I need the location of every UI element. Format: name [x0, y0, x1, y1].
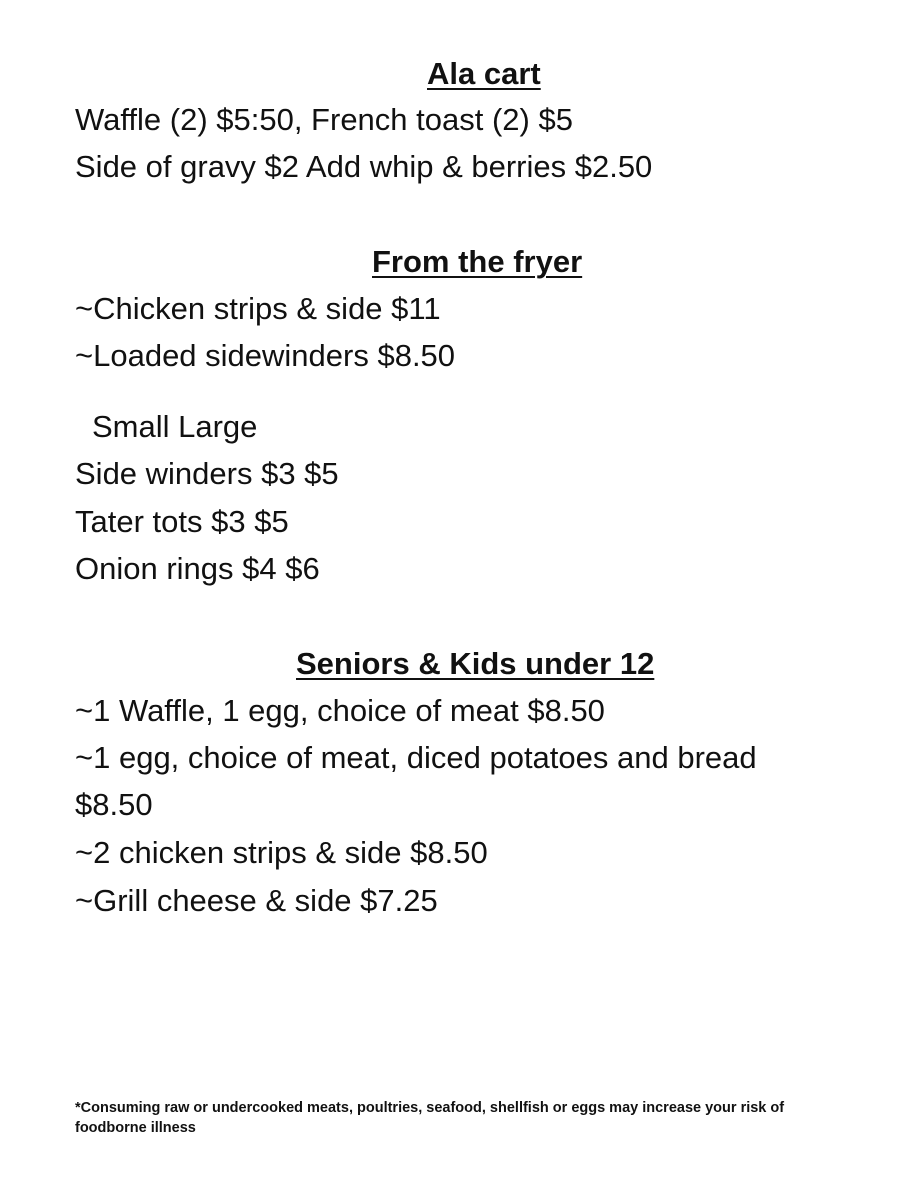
fryer-heading: From the fryer	[372, 244, 583, 279]
seniors-kids-line-5: ~Grill cheese & side $7.25	[75, 883, 438, 918]
ala-cart-heading: Ala cart	[427, 56, 541, 91]
ala-cart-line-1: Waffle (2) $5:50, French toast (2) $5	[75, 102, 573, 137]
side-item-side-winders: Side winders $3 $5	[75, 456, 339, 491]
food-safety-footnote: *Consuming raw or undercooked meats, poultries, seafood, shellfish or eggs may increase your risk of foodborne illness	[75, 1100, 785, 1136]
side-item-tater-tots: Tater tots $3 $5	[75, 504, 289, 539]
seniors-kids-line-3: $8.50	[75, 787, 153, 822]
seniors-kids-line-4: ~2 chicken strips & side $8.50	[75, 835, 488, 870]
seniors-kids-line-1: ~1 Waffle, 1 egg, choice of meat $8.50	[75, 693, 605, 728]
ala-cart-line-2: Side of gravy $2 Add whip & berries $2.50	[75, 149, 653, 184]
seniors-kids-heading: Seniors & Kids under 12	[296, 646, 655, 681]
side-item-onion-rings: Onion rings $4 $6	[75, 551, 320, 586]
fryer-line-1: ~Chicken strips & side $11	[75, 291, 441, 326]
seniors-kids-line-2: ~1 egg, choice of meat, diced potatoes and bread	[75, 740, 757, 775]
sizes-header: Small Large	[92, 409, 258, 444]
fryer-line-2: ~Loaded sidewinders $8.50	[75, 338, 456, 373]
